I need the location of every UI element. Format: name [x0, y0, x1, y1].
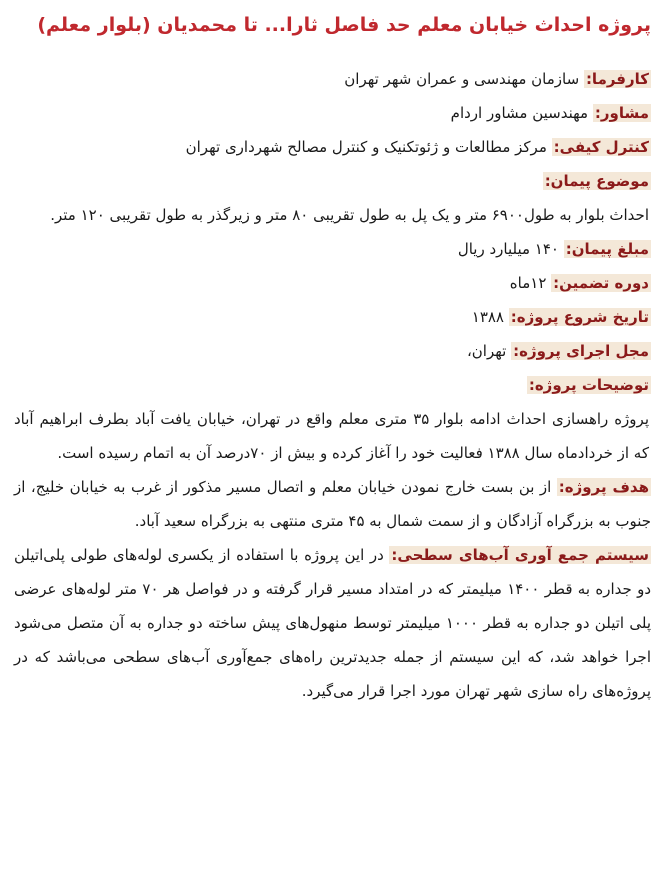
- start-date-value: ۱۳۸۸: [471, 308, 509, 326]
- consultant-row: [14, 96, 651, 130]
- client-value: سازمان مهندسی و عمران شهر تهران: [344, 70, 584, 88]
- goal-paragraph: [14, 470, 651, 538]
- location-value: تهران،: [466, 342, 512, 360]
- page-title: پروژه احداث خیابان معلم حد فاصل ثارا... تا محمدیان (بلوار معلم): [37, 14, 651, 36]
- location-label: مجل اجرای پروژه:: [513, 342, 649, 360]
- contract-amount-value: ۱۴۰ میلیارد ریال: [457, 240, 564, 258]
- quality-control-value: مرکز مطالعات و ژئوتکنیک و کنترل مصالح شهرداری تهران: [185, 138, 552, 156]
- warranty-row: [14, 266, 651, 300]
- start-date-label: تاریخ شروع پروژه:: [510, 308, 649, 326]
- client-row: [14, 62, 651, 96]
- quality-control-label: کنترل کیفی:: [553, 138, 649, 156]
- quality-control-row: [14, 130, 651, 164]
- consultant-value: مهندسین مشاور اردام: [450, 104, 593, 122]
- client-label: کارفرما:: [585, 70, 649, 88]
- description-label: توضیحات پروژه:: [528, 376, 649, 394]
- drainage-text: در این پروژه با استفاده از یکسری لوله‌های طولی پلی‌اتیلن دو جداره به قطر ۱۴۰۰ میلیمتر که در امتداد مسیر قرار گرفته و در فواصل هر ۷۰ متر لوله‌های عرضی پلی اتیلن دو جداره به قطر ۱۰۰۰ میلیمتر توسط منهول‌های پیش ساخته دو جداره به آن متصل می‌شود اجرا خواهد شد، که این سیستم از جمله جدیدترین راه‌های جمع‌آوری آب‌های سطحی می‌باشد که در پروژه‌های راه سازی شهر تهران مورد اجرا قرار می‌گیرد.: [14, 546, 651, 700]
- contract-amount-label: مبلغ پیمان:: [565, 240, 649, 258]
- drainage-label: سیستم جمع آوری آب‌های سطحی:: [391, 546, 650, 564]
- subject-heading-row: [14, 164, 651, 198]
- start-date-row: [14, 300, 651, 334]
- consultant-label: مشاور:: [594, 104, 649, 122]
- drainage-paragraph: [14, 538, 651, 708]
- location-row: [14, 334, 651, 368]
- contract-amount-row: [14, 232, 651, 266]
- warranty-label: دوره تضمین:: [553, 274, 649, 292]
- goal-text: از بن بست خارج نمودن خیابان معلم و اتصال مسیر مذکور از غرب به خیابان خلیج، از جنوب به بزرگراه آزادگان و از سمت شمال به ۴۵ متری منتهی به بزرگراه سعید آباد.: [14, 478, 651, 530]
- subject-label: موضوع پیمان:: [544, 172, 649, 190]
- goal-label: هدف پروژه:: [558, 478, 649, 496]
- subject-text: احداث بلوار به طول۶۹۰۰ متر و یک پل به طول تقریبی ۸۰ متر و زیرگذر به طول تقریبی ۱۲۰ متر.: [50, 206, 649, 224]
- warranty-value: ۱۲ماه: [509, 274, 552, 292]
- description-heading-row: [14, 368, 651, 402]
- description-text: پروژه راهسازی احداث ادامه بلوار ۳۵ متری معلم واقع در تهران، خیابان یافت آباد بطرف ابراهیم آباد که از خردادماه سال ۱۳۸۸ فعالیت خود را آغاز کرده و بیش از ۷۰درصد آن به اتمام رسیده است.: [14, 410, 649, 462]
